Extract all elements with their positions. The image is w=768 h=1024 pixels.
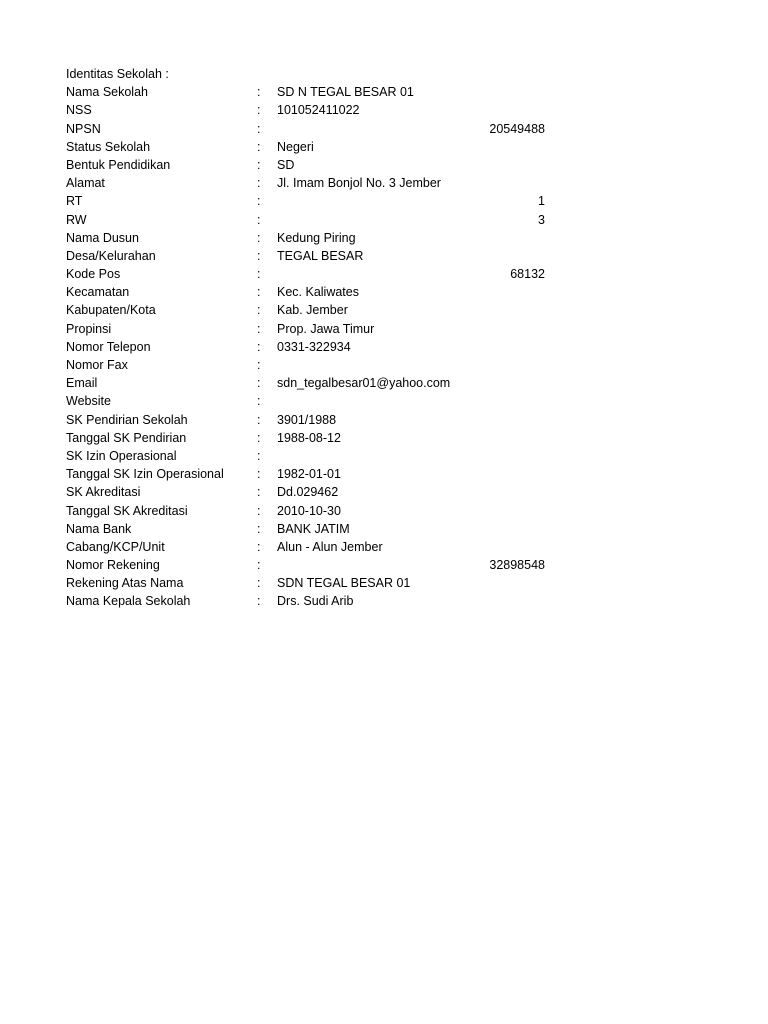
field-label: Desa/Kelurahan [66,248,156,263]
field-separator: : [257,467,261,482]
field-label: NSS [66,103,92,118]
identity-row [66,138,556,156]
field-value: 2010-10-30 [277,503,341,518]
field-separator: : [257,212,261,227]
field-label: Nama Kepala Sekolah [66,594,191,609]
identity-row [66,574,556,592]
field-separator: : [257,303,261,318]
field-separator: : [257,230,261,245]
field-value: Prop. Jawa Timur [277,321,375,336]
field-value: sdn_tegalbesar01@yahoo.com [277,376,451,391]
identity-row [66,447,556,465]
identity-row [66,247,556,265]
identity-row [66,429,556,447]
identity-row [66,465,556,483]
identity-row [66,174,556,192]
field-separator: : [257,194,261,209]
field-value: TEGAL BESAR [277,248,364,263]
field-value: Jl. Imam Bonjol No. 3 Jember [277,176,441,191]
field-separator: : [257,430,261,445]
field-value: 0331-322934 [277,339,351,354]
identity-row [66,338,556,356]
field-separator: : [257,121,261,136]
field-label: Tanggal SK Izin Operasional [66,467,224,482]
identity-table [66,83,556,610]
identity-row [66,301,556,319]
identity-row [66,538,556,556]
school-identity-sheet [66,65,556,611]
identity-row [66,392,556,410]
identity-row [66,520,556,538]
identity-row [66,374,556,392]
identity-row [66,592,556,610]
field-label: Kabupaten/Kota [66,303,156,318]
field-separator: : [257,339,261,354]
field-value: 3901/1988 [277,412,337,427]
field-separator: : [257,376,261,391]
identity-row [66,265,556,283]
identity-row [66,120,556,138]
field-value: 1988-08-12 [277,430,341,445]
field-value: SDN TEGAL BESAR 01 [277,576,411,591]
field-separator: : [257,394,261,409]
field-separator: : [257,248,261,263]
section-heading: Identitas Sekolah : [66,67,169,81]
field-separator: : [257,139,261,154]
identity-row [66,156,556,174]
field-separator: : [257,85,261,100]
field-separator: : [257,521,261,536]
field-label: Nama Sekolah [66,85,148,100]
field-label: SK Izin Operasional [66,448,177,463]
field-separator: : [257,539,261,554]
field-label: Kecamatan [66,285,130,300]
field-value: Dd.029462 [277,485,339,500]
field-separator: : [257,576,261,591]
field-separator: : [257,558,261,573]
field-separator: : [257,448,261,463]
field-value: Kab. Jember [277,303,348,318]
identity-row [66,320,556,338]
field-value: Alun - Alun Jember [277,539,383,554]
field-label: RT [66,194,83,209]
field-label: SK Akreditasi [66,485,141,500]
identity-row [66,83,556,101]
field-separator: : [257,321,261,336]
field-label: Email [66,376,98,391]
field-value: 32898548 [489,558,545,573]
identity-row [66,101,556,119]
field-label: Status Sekolah [66,139,151,154]
field-label: Nama Bank [66,521,132,536]
field-value: 3 [538,212,545,227]
field-separator: : [257,594,261,609]
field-value: SD [277,157,295,172]
field-label: Tanggal SK Akreditasi [66,503,188,518]
field-value: Kedung Piring [277,230,356,245]
identity-row [66,483,556,501]
field-label: SK Pendirian Sekolah [66,412,188,427]
field-label: Alamat [66,176,105,191]
field-label: Nomor Fax [66,358,128,372]
field-separator: : [257,267,261,282]
field-label: RW [66,212,87,227]
field-value: Kec. Kaliwates [277,285,359,300]
field-separator: : [257,176,261,191]
field-separator: : [257,103,261,118]
field-value: Drs. Sudi Arib [277,594,354,609]
identity-row [66,556,556,574]
field-separator: : [257,503,261,518]
identity-row [66,411,556,429]
field-label: Tanggal SK Pendirian [66,430,187,445]
field-separator: : [257,485,261,500]
field-label: Propinsi [66,321,112,336]
identity-row [66,229,556,247]
field-separator: : [257,358,261,372]
identity-row [66,192,556,210]
identity-row [66,502,556,520]
field-label: Website [66,394,111,409]
field-value: 1982-01-01 [277,467,341,482]
field-value: 68132 [510,267,545,282]
identity-row [66,356,556,374]
field-value: BANK JATIM [277,521,350,536]
field-value: Negeri [277,139,314,154]
field-label: Cabang/KCP/Unit [66,539,165,554]
field-label: NPSN [66,121,101,136]
field-separator: : [257,157,261,172]
field-label: Nomor Telepon [66,339,151,354]
field-value: 1 [538,194,545,209]
field-label: Nama Dusun [66,230,139,245]
field-value: SD N TEGAL BESAR 01 [277,85,414,100]
field-separator: : [257,285,261,300]
identity-row [66,283,556,301]
field-label: Bentuk Pendidikan [66,157,171,172]
field-label: Nomor Rekening [66,558,160,573]
field-value: 20549488 [489,121,545,136]
identity-row [66,211,556,229]
field-label: Rekening Atas Nama [66,576,184,591]
field-label: Kode Pos [66,267,121,282]
field-value: 101052411022 [277,103,360,118]
field-separator: : [257,412,261,427]
